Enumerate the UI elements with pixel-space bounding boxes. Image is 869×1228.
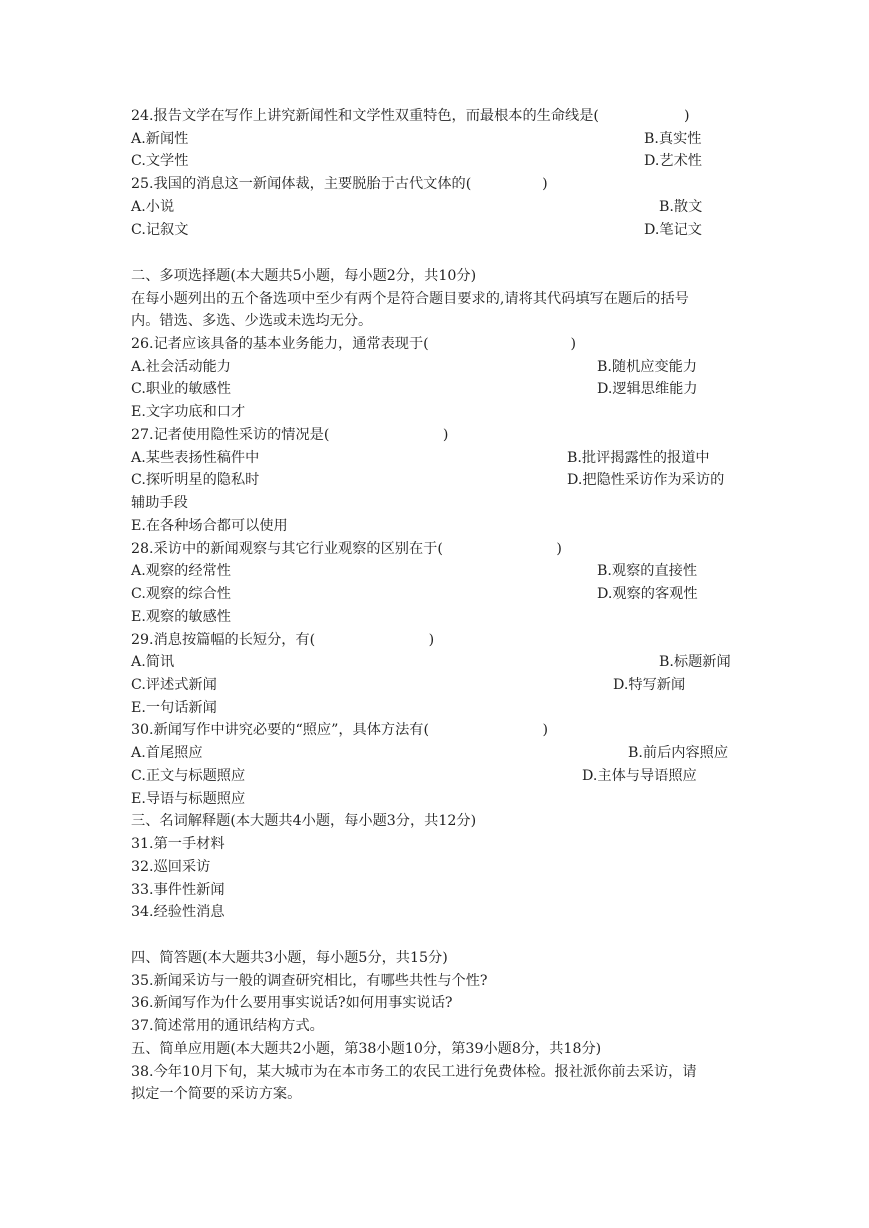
section-3-heading: 三、名词解释题(本大题共4小题，每小题3分，共12分) <box>131 813 477 829</box>
option-a: A.小说 <box>131 199 175 215</box>
option-a: A.某些表扬性稿件中 <box>131 450 260 466</box>
question-27-option-e: E.在各种场合都可以使用 <box>131 518 288 534</box>
question-25-options-ab <box>131 196 741 218</box>
option-a: A.简讯 <box>131 654 175 670</box>
question-31: 31.第一手材料 <box>131 836 225 852</box>
option-d: D.观察的客观性 <box>597 586 698 602</box>
question-27-options-ab <box>131 447 741 469</box>
question-34: 34.经验性消息 <box>131 904 225 920</box>
option-d: D.特写新闻 <box>613 677 686 693</box>
question-32: 32.巡回采访 <box>131 859 211 875</box>
option-c: C.记叙文 <box>131 222 189 238</box>
question-27-stem: 27.记者使用隐性采访的情况是( ) <box>131 427 449 443</box>
option-c: C.文学性 <box>131 153 189 169</box>
question-28-options-cd <box>131 583 741 605</box>
option-a: A.新闻性 <box>131 131 189 147</box>
question-28-option-e: E.观察的敏感性 <box>131 609 231 625</box>
option-b: B.前后内容照应 <box>628 745 729 761</box>
option-d: D.主体与导语照应 <box>582 768 697 784</box>
question-38-cont: 拟定一个简要的采访方案。 <box>131 1086 302 1102</box>
option-b: B.真实性 <box>644 131 702 147</box>
question-27-option-d-cont: 辅助手段 <box>131 495 188 511</box>
question-25-stem: 25.我国的消息这一新闻体裁，主要脱胎于古代文体的( ) <box>131 176 548 192</box>
question-29-stem: 29.消息按篇幅的长短分，有( ) <box>131 632 435 648</box>
question-29-options-cd <box>131 674 741 696</box>
option-b: B.标题新闻 <box>659 654 731 670</box>
option-a: A.首尾照应 <box>131 745 203 761</box>
section-2-instructions: 在每小题列出的五个备选项中至少有两个是符合题目要求的,请将其代码填写在题后的括号 <box>131 291 689 307</box>
question-24-options-ab <box>131 128 741 150</box>
question-29-option-e: E.一句话新闻 <box>131 700 217 716</box>
question-30-options-ab <box>131 742 741 764</box>
option-b: B.观察的直接性 <box>597 563 698 579</box>
option-b: B.随机应变能力 <box>597 359 698 375</box>
option-b: B.散文 <box>659 199 703 215</box>
question-30-option-e: E.导语与标题照应 <box>131 791 246 807</box>
question-24-options-cd <box>131 150 741 172</box>
option-d: D.逻辑思维能力 <box>597 381 698 397</box>
question-24-stem: 24.报告文学在写作上讲究新闻性和文学性双重特色，而最根本的生命线是( ) <box>131 108 690 124</box>
question-26-options-ab <box>131 356 741 378</box>
option-c: C.观察的综合性 <box>131 586 231 602</box>
question-33: 33.事件性新闻 <box>131 882 225 898</box>
question-27-options-cd <box>131 469 741 491</box>
section-5-heading: 五、简单应用题(本大题共2小题，第38小题10分，第39小题8分，共18分) <box>131 1041 602 1057</box>
option-c: C.正文与标题照应 <box>131 768 246 784</box>
option-d: D.把隐性采访作为采访的 <box>567 472 725 488</box>
question-28-stem: 28.采访中的新闻观察与其它行业观察的区别在于( ) <box>131 541 562 557</box>
option-a: A.观察的经常性 <box>131 563 231 579</box>
question-37: 37.简述常用的通讯结构方式。 <box>131 1018 324 1034</box>
option-c: C.评述式新闻 <box>131 677 217 693</box>
option-a: A.社会活动能力 <box>131 359 231 375</box>
question-25-options-cd <box>131 219 741 241</box>
section-4-heading: 四、简答题(本大题共3小题，每小题5分，共15分) <box>131 950 448 966</box>
option-d: D.笔记文 <box>644 222 702 238</box>
option-b: B.批评揭露性的报道中 <box>567 450 710 466</box>
question-36: 36.新闻写作为什么要用事实说话?如何用事实说话? <box>131 995 453 1011</box>
question-26-stem: 26.记者应该具备的基本业务能力，通常表现于( ) <box>131 336 577 352</box>
question-30-options-cd <box>131 765 741 787</box>
question-29-options-ab <box>131 651 741 673</box>
question-38: 38.今年10月下旬，某大城市为在本市务工的农民工进行免费体检。报社派你前去采访，请 <box>131 1064 697 1080</box>
question-30-stem: 30.新闻写作中讲究必要的“照应”，具体方法有( ) <box>131 722 549 738</box>
option-d: D.艺术性 <box>644 153 702 169</box>
section-2-heading: 二、多项选择题(本大题共5小题，每小题2分，共10分) <box>131 268 477 284</box>
section-2-instructions-cont: 内。错选、多选、少选或未选均无分。 <box>131 313 373 329</box>
option-c: C.探听明星的隐私时 <box>131 472 260 488</box>
question-26-option-e: E.文字功底和口才 <box>131 404 246 420</box>
question-26-options-cd <box>131 378 741 400</box>
question-35: 35.新闻采访与一般的调查研究相比，有哪些共性与个性? <box>131 973 488 989</box>
question-28-options-ab <box>131 560 741 582</box>
option-c: C.职业的敏感性 <box>131 381 231 397</box>
